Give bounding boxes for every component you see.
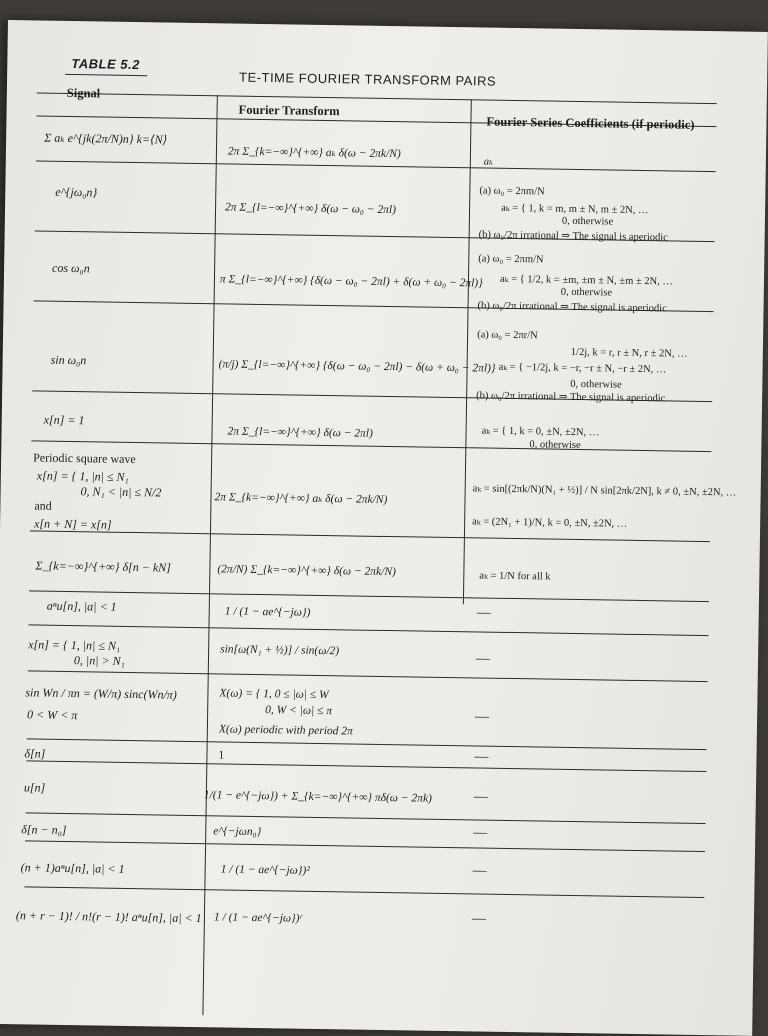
row-9-series: — xyxy=(475,651,491,667)
row-2-transform: 2π Σ_{l=−∞}^{+∞} δ(ω − ω₀ − 2πl) xyxy=(224,201,397,217)
row-separator xyxy=(24,886,704,898)
row-4-series-line: (a) ω₀ = 2πr/N xyxy=(477,329,538,342)
row-10-transform-line: X(ω) periodic with period 2π xyxy=(218,723,353,738)
row-10-signal-line: 0 < W < π xyxy=(26,707,78,723)
header-fourier-transform: Fourier Transform xyxy=(238,102,340,119)
row-9-signal-line: 0, |n| > N₁ xyxy=(73,653,125,668)
row-6-signal-line: Periodic square wave xyxy=(33,450,136,467)
row-9-signal-line: x[n] = { 1, |n| ≤ N₁ xyxy=(28,637,121,653)
row-15-signal: (n + r − 1)! / n!(r − 1)! aⁿu[n], |a| < 1 xyxy=(15,908,202,926)
table-label: TABLE 5.2 xyxy=(71,56,140,73)
table-label-underline xyxy=(65,74,147,77)
row-14-series: — xyxy=(472,863,487,879)
row-2-series-line: (a) ω₀ = 2πm/N xyxy=(479,185,545,198)
textbook-page xyxy=(0,20,768,1036)
row-8-transform: 1 / (1 − ae^{−jω}) xyxy=(224,605,311,619)
row-2-signal: e^{jω₀n} xyxy=(55,184,98,200)
row-1-series: aₖ xyxy=(483,156,494,168)
row-4-series-line: aₖ = { −1/2j, k = −r, −r ± N, −r ± 2N, … xyxy=(498,361,667,376)
row-12-series: — xyxy=(473,789,488,805)
row-separator xyxy=(36,160,716,172)
row-separator xyxy=(29,590,709,602)
row-15-series: — xyxy=(471,911,487,927)
row-5-transform: 2π Σ_{l=−∞}^{+∞} δ(ω − 2πl) xyxy=(227,425,373,440)
row-4-signal: sin ω₀n xyxy=(50,352,87,368)
row-2-series-line: (b) ω₀/2π irrational ⇒ The signal is aperiodic xyxy=(478,229,668,244)
row-6-signal-line: x[n] = { 1, |n| ≤ N₁ xyxy=(36,468,129,484)
row-4-transform: (π/j) Σ_{l=−∞}^{+∞} {δ(ω − ω₀ − 2πl) − δ(ω + ω₀ − 2πl)} xyxy=(218,358,496,375)
row-separator xyxy=(30,530,710,542)
row-10-series: — xyxy=(474,709,490,725)
row-4-series-line: 0, otherwise xyxy=(570,378,622,391)
row-5-series-line: 0, otherwise xyxy=(529,439,581,452)
row-2-series-line: aₖ = { 1, k = m, m ± N, m ± 2N, … xyxy=(501,202,649,217)
row-7-series: aₖ = 1/N for all k xyxy=(479,570,551,583)
row-13-signal: δ[n − n₀] xyxy=(21,822,67,838)
row-15-transform: 1 / (1 − ae^{−jω})ʳ xyxy=(213,911,303,925)
table-title: TE-TIME FOURIER TRANSFORM PAIRS xyxy=(239,69,497,89)
row-6-signal-line: and xyxy=(34,498,52,513)
row-5-signal: x[n] = 1 xyxy=(43,412,85,428)
row-12-signal: u[n] xyxy=(23,780,46,795)
row-1-transform: 2π Σ_{k=−∞}^{+∞} aₖ δ(ω − 2πk/N) xyxy=(227,145,401,161)
row-3-signal: cos ω₀n xyxy=(52,260,90,276)
row-6-signal-line: x[n + N] = x[n] xyxy=(33,516,112,532)
row-6-series-line: aₖ = (2N₁ + 1)/N, k = 0, ±N, ±2N, … xyxy=(472,516,628,530)
row-13-series: — xyxy=(473,825,488,841)
column-divider-right xyxy=(463,99,472,604)
row-11-signal: δ[n] xyxy=(24,746,46,761)
row-3-series-line: (a) ω₀ = 2πm/N xyxy=(478,253,544,266)
row-separator xyxy=(31,440,711,452)
row-7-signal: Σ_{k=−∞}^{+∞} δ[n − kN] xyxy=(35,558,171,575)
row-14-transform: 1 / (1 − ae^{−jω})² xyxy=(220,863,310,877)
row-separator xyxy=(28,670,708,682)
row-10-transform-line: X(ω) = { 1, 0 ≤ |ω| ≤ W xyxy=(219,687,329,702)
row-12-transform: 1/(1 − e^{−jω}) + Σ_{k=−∞}^{+∞} πδ(ω − 2πk) xyxy=(203,789,433,805)
row-11-series: — xyxy=(474,749,489,765)
header-signal: Signal xyxy=(66,85,101,101)
row-9-transform: sin[ω(N₁ + ½)] / sin(ω/2) xyxy=(220,643,340,658)
row-6-series-line: aₖ = sin[(2πk/N)(N₁ + ½)] / N sin[2πk/2N], k ≠ 0, ±N, ±2N, … xyxy=(472,483,737,499)
row-4-series-line: 1/2j, k = r, r ± N, r ± 2N, … xyxy=(570,346,688,360)
row-8-signal: aⁿu[n], |a| < 1 xyxy=(46,598,117,614)
row-separator xyxy=(25,840,705,852)
row-3-transform: π Σ_{l=−∞}^{+∞} {δ(ω − ω₀ − 2πl) + δ(ω + ω₀ − 2πl)} xyxy=(219,273,483,290)
row-3-series-line: 0, otherwise xyxy=(560,286,613,299)
row-2-series-line: 0, otherwise xyxy=(561,215,614,228)
row-14-signal: (n + 1)aⁿu[n], |a| < 1 xyxy=(20,860,125,876)
row-3-series-line: aₖ = { 1/2, k = ±m, ±m ± N, ±m ± 2N, … xyxy=(499,273,673,288)
row-separator xyxy=(26,760,706,772)
row-11-transform: 1 xyxy=(218,749,225,762)
row-5-series-line: aₖ = { 1, k = 0, ±N, ±2N, … xyxy=(481,425,600,439)
row-3-series-line: (b) ω₀/2π irrational ⇒ The signal is aperiodic xyxy=(477,300,667,315)
row-6-signal-line: 0, N₁ < |n| ≤ N/2 xyxy=(80,484,162,500)
row-separator xyxy=(26,812,706,824)
row-separator xyxy=(28,624,708,636)
row-1-signal: Σ aₖ e^{jk(2π/N)n} k=⟨N⟩ xyxy=(44,130,168,147)
row-10-transform-line: 0, W < |ω| ≤ π xyxy=(265,704,333,718)
row-8-series: — xyxy=(476,605,491,621)
header-rule-top xyxy=(37,92,717,104)
row-7-transform: (2π/N) Σ_{k=−∞}^{+∞} δ(ω − 2πk/N) xyxy=(217,563,396,579)
row-separator xyxy=(27,738,707,750)
row-10-signal-line: sin Wn / πn = (W/π) sinc(Wn/π) xyxy=(25,685,177,702)
header-fourier-series: Fourier Series Coefficients (if periodic) xyxy=(486,114,695,132)
row-13-transform: e^{−jωn₀} xyxy=(213,825,262,839)
row-4-series-line: (b) ω₀/2π irrational ⇒ The signal is aperiodic xyxy=(476,390,666,405)
row-6-transform: 2π Σ_{k=−∞}^{+∞} aₖ δ(ω − 2πk/N) xyxy=(214,491,388,507)
